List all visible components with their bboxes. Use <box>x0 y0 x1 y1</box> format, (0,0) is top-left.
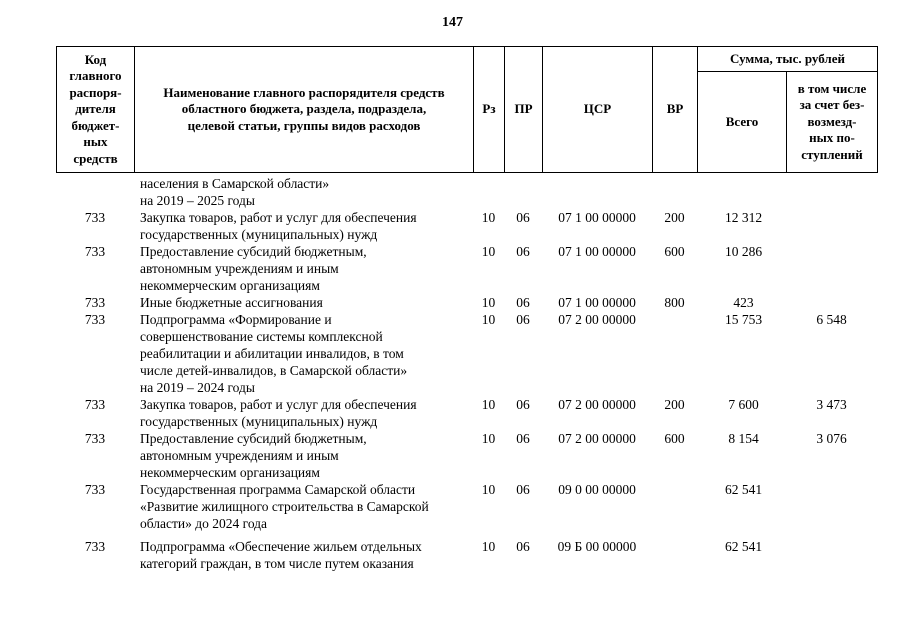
header-rz: Рз <box>474 47 505 173</box>
table-body <box>56 175 877 572</box>
cell-name: Подпрограмма «Формирование и совершенствование системы комплексной реабилитации и абилитации инвалидов, в том числе детей-инвалидов, в Самарской области» на 2019 – 2024 годы <box>140 312 408 395</box>
cell-free: 6 548 <box>816 312 847 327</box>
cell-name: населения в Самарской области» на 2019 – 2025 годы <box>140 176 330 208</box>
table-header <box>56 46 878 173</box>
cell-free <box>786 481 877 532</box>
cell-name: Подпрограмма «Обеспечение жильем отдельных категорий граждан, в том числе путем оказания <box>140 539 422 571</box>
table-row <box>56 396 877 430</box>
cell-code <box>56 175 134 209</box>
cell-name: Закупка товаров, работ и услуг для обеспечения государственных (муниципальных) нужд <box>140 210 417 242</box>
header-free: в том числе за счет без- возмезд- ных по- ступлений <box>787 72 878 173</box>
cell-name: Государственная программа Самарской области «Развитие жилищного строительства в Самарской области» до 2024 года <box>140 482 429 531</box>
cell-code: 733 <box>84 539 106 554</box>
cell-vr: 800 <box>664 295 685 310</box>
cell-csr: 07 2 00 00000 <box>558 431 636 446</box>
cell-vr: 600 <box>664 431 685 446</box>
table-row <box>56 243 877 294</box>
cell-pr: 06 <box>516 244 530 259</box>
table-row <box>56 430 877 481</box>
header-vr: ВР <box>653 47 698 173</box>
cell-csr: 07 1 00 00000 <box>558 295 636 310</box>
cell-vr <box>652 532 697 572</box>
cell-csr: 09 Б 00 00000 <box>557 539 637 554</box>
cell-vr: 200 <box>664 210 685 225</box>
cell-name: Предоставление субсидий бюджетным, автономным учреждениям и иным некоммерческим организациям <box>140 244 367 293</box>
cell-pr: 06 <box>516 295 530 310</box>
cell-code: 733 <box>84 482 106 497</box>
cell-code: 733 <box>84 210 106 225</box>
cell-free: 3 076 <box>816 431 847 446</box>
cell-csr <box>542 175 652 209</box>
cell-vr: 200 <box>664 397 685 412</box>
cell-pr: 06 <box>516 431 530 446</box>
cell-total: 423 <box>733 295 754 310</box>
cell-total: 12 312 <box>724 210 763 225</box>
cell-csr: 07 1 00 00000 <box>558 210 636 225</box>
cell-total: 7 600 <box>728 397 759 412</box>
cell-pr: 06 <box>516 397 530 412</box>
cell-free <box>786 209 877 243</box>
cell-pr: 06 <box>516 539 530 554</box>
cell-rz: 10 <box>481 539 496 554</box>
cell-code: 733 <box>84 244 106 259</box>
cell-total: 8 154 <box>728 431 759 446</box>
cell-pr: 06 <box>516 210 530 225</box>
cell-rz <box>473 175 504 209</box>
cell-vr <box>652 481 697 532</box>
cell-code: 733 <box>84 397 106 412</box>
cell-rz: 10 <box>481 482 496 497</box>
cell-rz: 10 <box>481 312 496 327</box>
header-sum: Сумма, тыс. рублей <box>698 47 878 72</box>
table-row <box>56 532 877 572</box>
cell-free <box>786 243 877 294</box>
cell-name: Иные бюджетные ассигнования <box>140 295 323 310</box>
cell-pr <box>504 175 542 209</box>
cell-total: 62 541 <box>724 482 763 497</box>
header-name: Наименование главного распорядителя средств областного бюджета, раздела, подраздела, целевой статьи, группы видов расходов <box>135 47 474 173</box>
cell-name: Предоставление субсидий бюджетным, автономным учреждениям и иным некоммерческим организациям <box>140 431 367 480</box>
cell-code: 733 <box>84 312 106 327</box>
header-csr: ЦСР <box>543 47 653 173</box>
table-row <box>56 294 877 311</box>
table-row <box>56 209 877 243</box>
cell-code: 733 <box>84 431 106 446</box>
table-row <box>56 175 877 209</box>
cell-rz: 10 <box>481 397 496 412</box>
cell-vr <box>652 175 697 209</box>
cell-rz: 10 <box>481 244 496 259</box>
cell-csr: 09 0 00 00000 <box>558 482 636 497</box>
cell-code: 733 <box>84 295 106 310</box>
cell-total: 15 753 <box>724 312 763 327</box>
cell-total: 62 541 <box>724 539 763 554</box>
cell-name: Закупка товаров, работ и услуг для обеспечения государственных (муниципальных) нужд <box>140 397 417 429</box>
table-row <box>56 481 877 532</box>
page-number: 147 <box>442 15 463 30</box>
cell-rz: 10 <box>481 210 496 225</box>
cell-csr: 07 2 00 00000 <box>558 312 636 327</box>
header-pr: ПР <box>505 47 543 173</box>
cell-csr: 07 2 00 00000 <box>558 397 636 412</box>
cell-total: 10 286 <box>724 244 763 259</box>
cell-vr: 600 <box>664 244 685 259</box>
header-code: Код главного распоря- дителя бюджет- ных средств <box>57 47 135 173</box>
cell-free <box>786 294 877 311</box>
cell-rz: 10 <box>481 295 496 310</box>
cell-total <box>697 175 786 209</box>
table-row <box>56 311 877 396</box>
cell-csr: 07 1 00 00000 <box>558 244 636 259</box>
cell-free <box>786 175 877 209</box>
cell-free: 3 473 <box>816 397 847 412</box>
header-total: Всего <box>698 72 787 173</box>
cell-vr <box>652 311 697 396</box>
cell-rz: 10 <box>481 431 496 446</box>
cell-pr: 06 <box>516 482 530 497</box>
cell-free <box>786 532 877 572</box>
cell-pr: 06 <box>516 312 530 327</box>
